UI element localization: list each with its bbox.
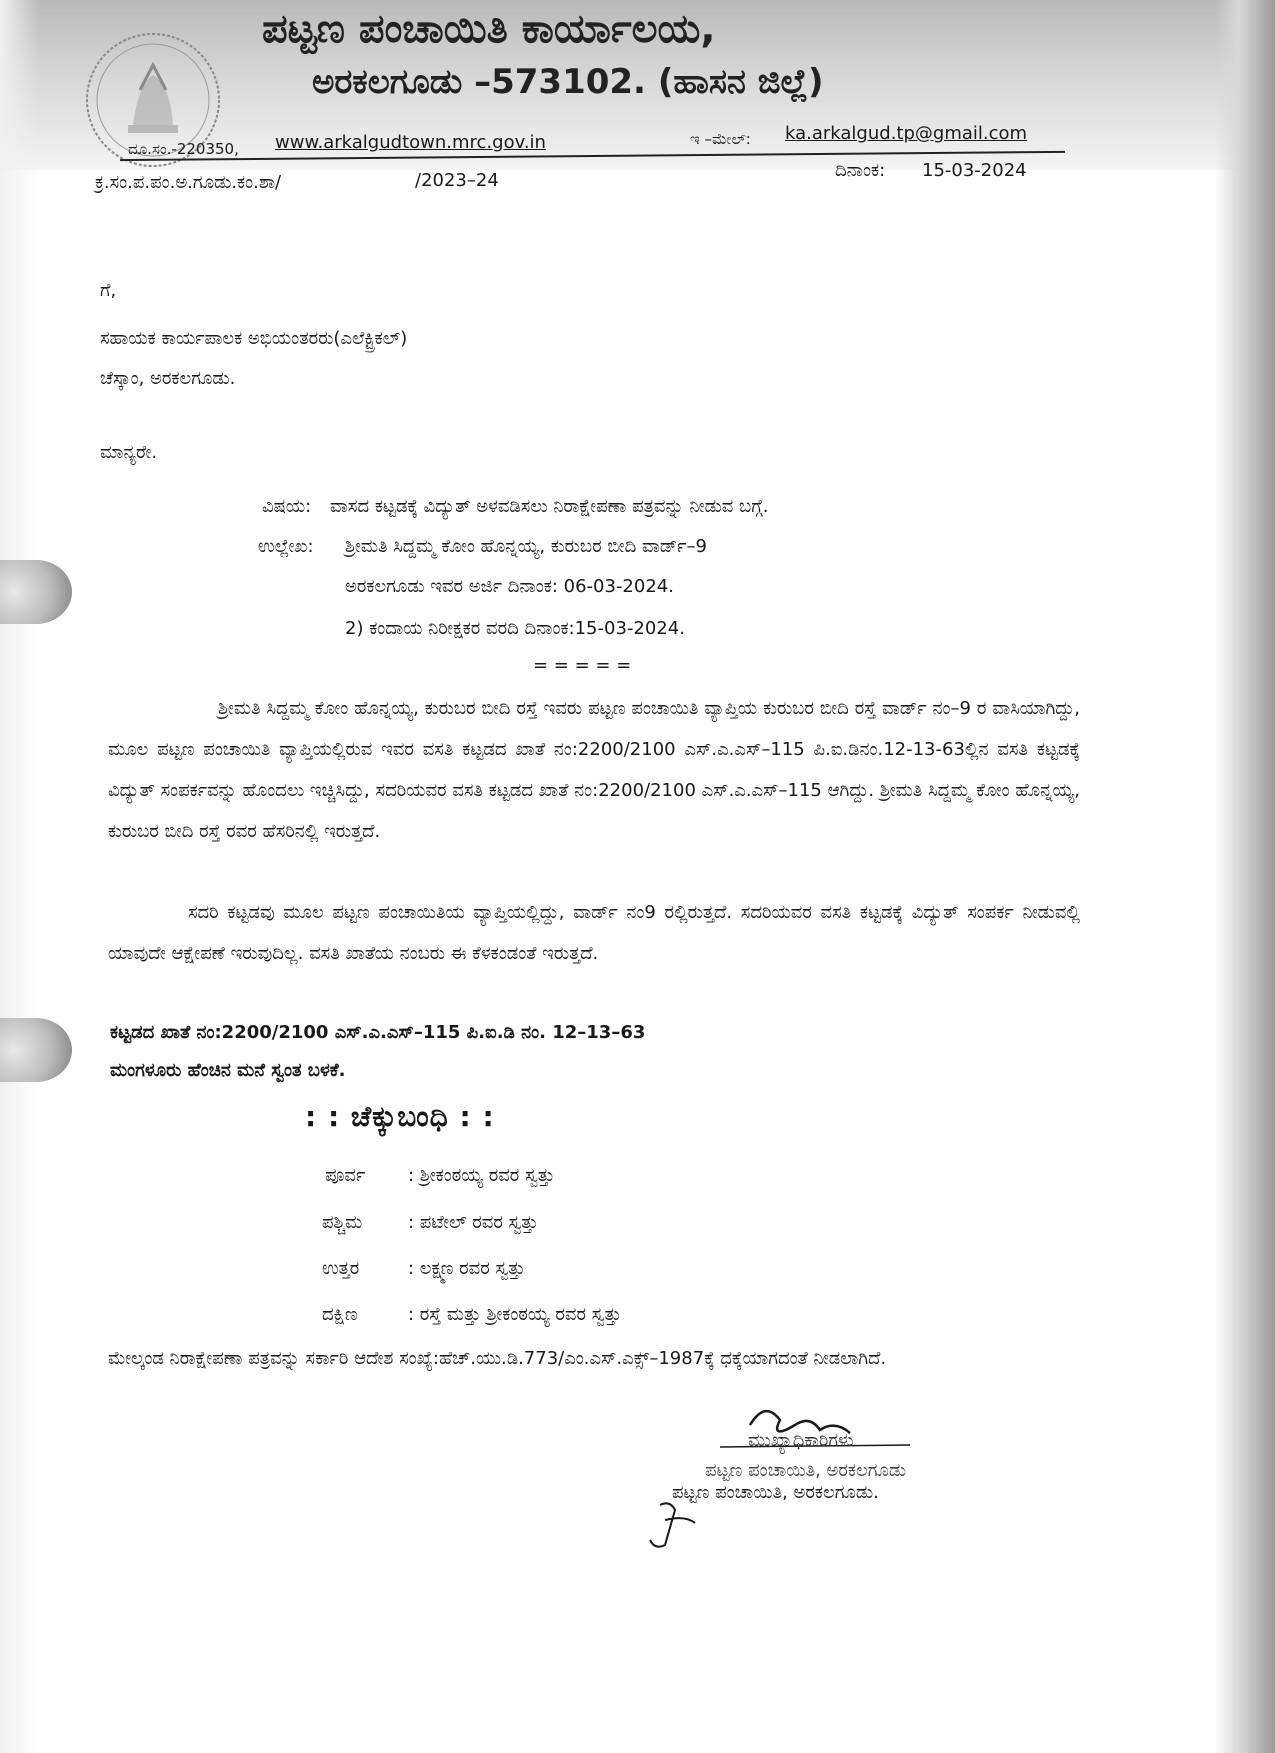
signatory-title: ಮುಖ್ಯಾಧಿಕಾರಿಗಳು	[748, 1430, 854, 1451]
body-paragraph-1-text: ಶ್ರೀಮತಿ ಸಿದ್ದಮ್ಮ ಕೋಂ ಹೊನ್ನಯ್ಯ, ಕುರುಬರ ಬೀದಿ ರಸ್ತೆ ಇವರು ಪಟ್ಟಣ ಪಂಚಾಯಿತಿ ವ್ಯಾಪ್ತಿಯ ಕುರುಬರ ಬೀದಿ ರಸ್ತೆ ವಾರ್ಡ್ ನಂ–9 ರ ವಾಸಿಯಾಗಿದ್ದು, ಮೂಲ ಪಟ್ಟಣ ಪಂಚಾಯಿತಿ ವ್ಯಾಪ್ತಿಯಲ್ಲಿರುವ ಇವರ ವಸತಿ ಕಟ್ಟಡದ ಖಾತೆ ನಂ:2200/2100 ಎಸ್.ಎ.ಎಸ್–115 ಪಿ.ಐ.ಡಿನಂ.12-13-63ಲ್ಲಿನ ವಸತಿ ಕಟ್ಟಡಕ್ಕೆ ವಿದ್ಯುತ್ ಸಂಪರ್ಕವನ್ನು ಹೊಂದಲು ಇಚ್ಚಿಸಿದ್ದು, ಸದರಿಯವರ ವಸತಿ ಕಟ್ಟಡದ ಖಾತೆ ನಂ:2200/2100 ಎಸ್.ಎ.ಎಸ್–115 ಆಗಿದ್ದು. ಶ್ರೀಮತಿ ಸಿದ್ದಮ್ಮ ಕೋಂ ಹೊನ್ನಯ್ಯ, ಕುರುಬರ ಬೀದಿ ರಸ್ತೆ ರವರ ಹೆಸರಿನಲ್ಲಿ ಇರುತ್ತದೆ.	[108, 698, 1080, 842]
email-label: ಇ –ಮೇಲ್:	[690, 130, 751, 148]
body-paragraph-2	[108, 892, 1080, 974]
initials-scribble	[640, 1495, 720, 1555]
boundary-north: : ಲಕ್ಷ್ಮಣ ರವರ ಸ್ವತ್ತು	[408, 1258, 526, 1279]
office-name: ಪಟ್ಟಣ ಪಂಚಾಯಿತಿ ಕಾರ್ಯಾಲಯ,	[262, 6, 716, 52]
reference-line-2: ಅರಕಲಗೂಡು ಇವರ ಅರ್ಜಿ ದಿನಾಂಕ: 06-03-2024.	[345, 576, 674, 597]
reference-year: /2023–24	[415, 170, 499, 191]
website-link[interactable]: www.arkalgudtown.mrc.gov.in	[275, 132, 546, 153]
body-paragraph-2-text: ಸದರಿ ಕಟ್ಟಡವು ಮೂಲ ಪಟ್ಟಣ ಪಂಚಾಯಿತಿಯ ವ್ಯಾಪ್ತಿಯಲ್ಲಿದ್ದು, ವಾರ್ಡ್ ನಂ9 ರಲ್ಲಿರುತ್ತದೆ. ಸದರಿಯವರ ವಸತಿ ಕಟ್ಟಡಕ್ಕೆ ವಿದ್ಯುತ್ ಸಂಪರ್ಕ ನೀಡುವಲ್ಲಿ ಯಾವುದೇ ಆಕ್ಷೇಪಣೆ ಇರುವುದಿಲ್ಲ. ವಸತಿ ಖಾತೆಯ ನಂಬರು ಈ ಕೆಳಕಂಡಂತೆ ಇರುತ್ತದೆ.	[108, 902, 1080, 964]
reference-label: ಉಲ್ಲೇಖ:	[258, 536, 314, 557]
recipient-designation: ಸಹಾಯಕ ಕಾರ್ಯಪಾಲಕ ಅಭಿಯಂತರರು(ಎಲೆಕ್ಟ್ರಿಕಲ್)	[100, 328, 408, 349]
body-paragraph-1	[108, 688, 1080, 852]
signatory-stamp-office: ಪಟ್ಟಣ ಪಂಚಾಯಿತಿ, ಅರಕಲಗೂಡು	[705, 1460, 907, 1481]
boundary-west-label: ಪಶ್ಚಿಮ	[322, 1212, 363, 1233]
khata-details: ಕಟ್ಟಡದ ಖಾತೆ ನಂ:2200/2100 ಎಸ್.ಎ.ಎಸ್–115 ಪಿ.ಐ.ಡಿ ನಂ. 12–13–63	[110, 1022, 646, 1043]
boundary-west: : ಪಟೇಲ್ ರವರ ಸ್ವತ್ತು	[408, 1212, 539, 1233]
boundaries-heading: : : ಚೆಕ್ಕುಬಂಧಿ : :	[305, 1100, 495, 1133]
separator: = = = = =	[533, 655, 632, 676]
reference-line-1: ಶ್ರೀಮತಿ ಸಿದ್ದಮ್ಮ ಕೋಂ ಹೊನ್ನಯ್ಯ, ಕುರುಬರ ಬೀದಿ ವಾರ್ಡ್–9	[345, 536, 707, 557]
closing-paragraph: ಮೇಲ್ಕಂಡ ನಿರಾಕ್ಷೇಪಣಾ ಪತ್ರವನ್ನು ಸರ್ಕಾರಿ ಆದೇಶ ಸಂಖ್ಯೆ:ಹೆಚ್.ಯು.ಡಿ.773/ಎಂ.ಎಸ್.ಎಕ್ಸ್–1987ಕ್ಕೆ ಧಕ್ಕೆಯಾಗದಂತೆ ನೀಡಲಾಗಿದೆ.	[108, 1348, 887, 1369]
office-address: ಅರಕಲಗೂಡು –573102. (ಹಾಸನ ಜಿಲ್ಲೆ)	[312, 62, 824, 102]
salutation: ಮಾನ್ಯರೇ.	[100, 442, 158, 463]
khata-description: ಮಂಗಳೂರು ಹೆಂಚಿನ ಮನೆ ಸ್ವಂತ ಬಳಕೆ.	[110, 1060, 346, 1081]
punch-hole-bottom	[0, 1018, 72, 1082]
subject-text: ವಾಸದ ಕಟ್ಟಡಕ್ಕೆ ವಿದ್ಯುತ್ ಅಳವಡಿಸಲು ನಿರಾಕ್ಷೇಪಣಾ ಪತ್ರವನ್ನು ನೀಡುವ ಬಗ್ಗೆ.	[330, 496, 769, 517]
letter-date: 15-03-2024	[922, 160, 1027, 181]
reference-line-3: 2) ಕಂದಾಯ ನಿರೀಕ್ಷಕರ ವರದಿ ದಿನಾಂಕ:15-03-2024.	[345, 618, 685, 639]
email-link[interactable]: ka.arkalgud.tp@gmail.com	[785, 123, 1028, 144]
boundary-south: : ರಸ್ತೆ ಮತ್ತು ಶ್ರೀಕಂಠಯ್ಯ ರವರ ಸ್ವತ್ತು	[408, 1304, 622, 1325]
reference-number: ಕ್ರ.ಸಂ.ಪ.ಪಂ.ಅ.ಗೂಡು.ಕಂ.ಶಾ/	[95, 172, 282, 193]
boundary-north-label: ಉತ್ತರ	[322, 1258, 360, 1279]
recipient-to: ಗೆ,	[100, 280, 117, 301]
recipient-office: ಚೆಸ್ಕಾಂ, ಅರಕಲಗೂಡು.	[100, 368, 236, 389]
date-label: ದಿನಾಂಕ:	[835, 160, 886, 181]
boundary-east: : ಶ್ರೀಕಂಠಯ್ಯ ರವರ ಸ್ವತ್ತು	[408, 1165, 555, 1186]
scan-shadow-left	[0, 0, 40, 1753]
punch-hole-top	[0, 560, 72, 624]
boundary-south-label: ದಕ್ಷಿಣ	[322, 1304, 358, 1325]
subject-label: ವಿಷಯ:	[262, 496, 312, 517]
signatory-office: ಪಟ್ಟಣ ಪಂಚಾಯಿತಿ, ಅರಕಲಗೂಡು.	[672, 1482, 879, 1503]
scan-shadow-right	[1215, 0, 1275, 1753]
office-phone: ದೂ.ಸಂ.-220350,	[128, 140, 239, 158]
boundary-east-label: ಪೂರ್ವ	[325, 1165, 366, 1186]
